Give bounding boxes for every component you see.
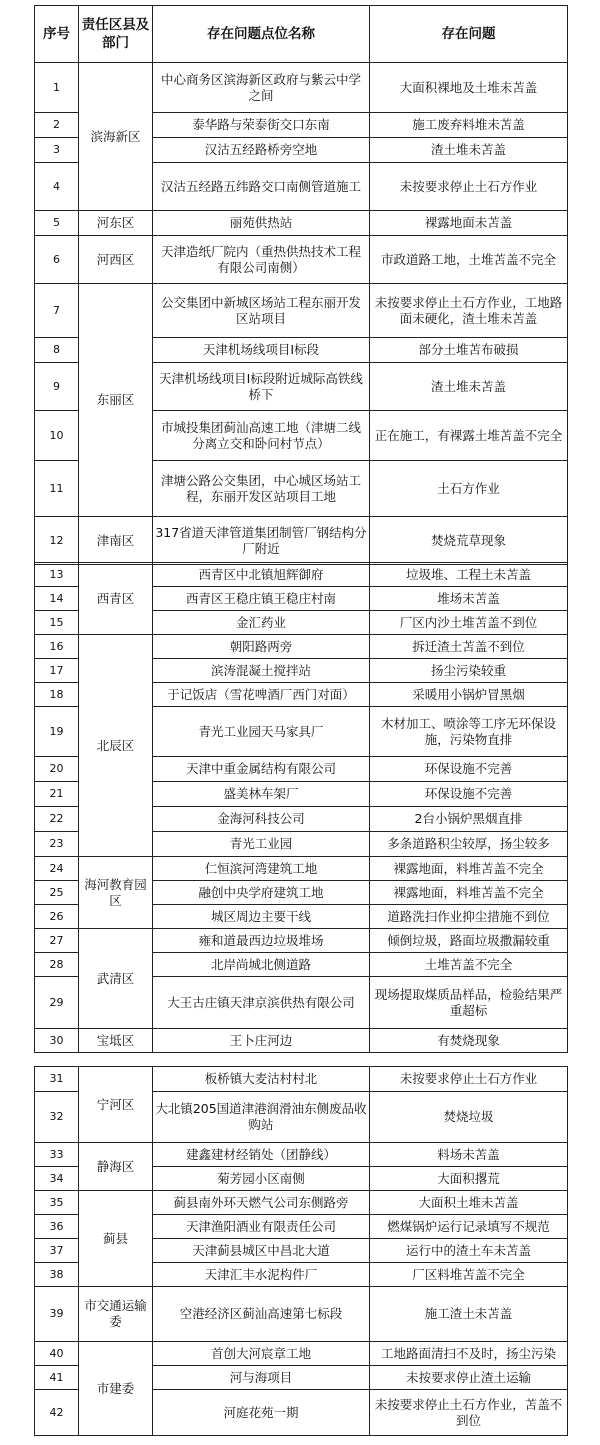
problem-cell: 厂区内沙土堆苫盖不到位 bbox=[370, 611, 568, 635]
row-no: 40 bbox=[35, 1342, 79, 1366]
row-no: 22 bbox=[35, 807, 79, 832]
row-no: 25 bbox=[35, 881, 79, 905]
row-no: 38 bbox=[35, 1263, 79, 1287]
row-no: 26 bbox=[35, 905, 79, 929]
row-no: 12 bbox=[35, 517, 79, 565]
district-cell: 宁河区 bbox=[79, 1067, 153, 1143]
location-cell: 王卜庄河边 bbox=[153, 1029, 370, 1053]
table-row bbox=[35, 63, 568, 113]
table-header-row bbox=[35, 6, 568, 63]
problem-cell: 环保设施不完善 bbox=[370, 782, 568, 807]
location-cell: 建鑫建材经销处（团静线） bbox=[153, 1143, 370, 1167]
problem-cell: 燃煤锅炉运行记录填写不规范 bbox=[370, 1215, 568, 1239]
district-cell: 市交通运输委 bbox=[79, 1287, 153, 1342]
header-district: 责任区县及部门 bbox=[79, 6, 153, 63]
row-no: 36 bbox=[35, 1215, 79, 1239]
location-cell: 泰华路与荣泰街交口东南 bbox=[153, 113, 370, 138]
row-no: 18 bbox=[35, 683, 79, 707]
district-cell: 津南区 bbox=[79, 517, 153, 565]
location-cell: 于记饭店（雪花啤酒厂西门对面） bbox=[153, 683, 370, 707]
problem-cell: 焚烧垃圾 bbox=[370, 1092, 568, 1143]
district-cell: 市建委 bbox=[79, 1342, 153, 1436]
problem-cell: 大面积裸地及土堆未苫盖 bbox=[370, 63, 568, 113]
district-cell: 滨海新区 bbox=[79, 63, 153, 211]
location-cell: 融创中央学府建筑工地 bbox=[153, 881, 370, 905]
district-cell: 河东区 bbox=[79, 211, 153, 236]
location-cell: 首创大河宸章工地 bbox=[153, 1342, 370, 1366]
problem-cell: 大面积撂荒 bbox=[370, 1167, 568, 1191]
problem-cell: 裸露地面，料堆苫盖不完全 bbox=[370, 881, 568, 905]
table-row bbox=[35, 284, 568, 338]
location-cell: 北岸尚城北侧道路 bbox=[153, 953, 370, 977]
problem-cell: 渣土堆未苫盖 bbox=[370, 363, 568, 411]
row-no: 16 bbox=[35, 635, 79, 659]
row-no: 19 bbox=[35, 707, 79, 757]
row-no: 42 bbox=[35, 1390, 79, 1436]
row-no: 24 bbox=[35, 857, 79, 881]
location-cell: 河与海项目 bbox=[153, 1366, 370, 1390]
problem-cell: 未按要求停止土石方作业 bbox=[370, 163, 568, 211]
location-cell: 丽苑供热站 bbox=[153, 211, 370, 236]
row-no: 29 bbox=[35, 977, 79, 1029]
problem-cell: 扬尘污染较重 bbox=[370, 659, 568, 683]
row-no: 41 bbox=[35, 1366, 79, 1390]
location-cell: 仁恒滨河湾建筑工地 bbox=[153, 857, 370, 881]
row-no: 3 bbox=[35, 138, 79, 163]
table-row bbox=[35, 1029, 568, 1053]
location-cell: 滨涛混凝土搅拌站 bbox=[153, 659, 370, 683]
issues-table-part-3 bbox=[34, 1066, 568, 1436]
row-no: 28 bbox=[35, 953, 79, 977]
problem-cell: 施工渣土未苫盖 bbox=[370, 1287, 568, 1342]
problem-cell: 2台小锅炉黑烟直排 bbox=[370, 807, 568, 832]
problem-cell: 拆迁渣土苫盖不到位 bbox=[370, 635, 568, 659]
problem-cell: 现场提取煤质品样品，检验结果严重超标 bbox=[370, 977, 568, 1029]
problem-cell: 焚烧荒草现象 bbox=[370, 517, 568, 565]
problem-cell: 未按要求停止土石方作业，工地路面未硬化，渣土堆未苫盖 bbox=[370, 284, 568, 338]
problem-cell: 裸露地面未苫盖 bbox=[370, 211, 568, 236]
row-no: 15 bbox=[35, 611, 79, 635]
location-cell: 空港经济区蓟汕高速第七标段 bbox=[153, 1287, 370, 1342]
row-no: 39 bbox=[35, 1287, 79, 1342]
location-cell: 板桥镇大麦沽村村北 bbox=[153, 1067, 370, 1092]
location-cell: 天津中重金属结构有限公司 bbox=[153, 757, 370, 782]
table-row bbox=[35, 635, 568, 659]
district-cell: 东丽区 bbox=[79, 284, 153, 517]
table-row bbox=[35, 517, 568, 565]
problem-cell: 土石方作业 bbox=[370, 461, 568, 517]
problem-cell: 运行中的渣土车未苫盖 bbox=[370, 1239, 568, 1263]
table-row bbox=[35, 1287, 568, 1342]
district-cell: 河西区 bbox=[79, 236, 153, 284]
location-cell: 西青区王稳庄镇王稳庄村南 bbox=[153, 587, 370, 611]
district-cell: 宝坻区 bbox=[79, 1029, 153, 1053]
row-no: 37 bbox=[35, 1239, 79, 1263]
problem-cell: 有焚烧现象 bbox=[370, 1029, 568, 1053]
table-row bbox=[35, 236, 568, 284]
location-cell: 天津机场线项目Ⅰ标段 bbox=[153, 338, 370, 363]
table-row bbox=[35, 211, 568, 236]
district-cell: 西青区 bbox=[79, 563, 153, 635]
problem-cell: 未按要求停止土石方作业 bbox=[370, 1067, 568, 1092]
location-cell: 汉沽五经路五纬路交口南侧管道施工 bbox=[153, 163, 370, 211]
row-no: 10 bbox=[35, 411, 79, 461]
row-no: 4 bbox=[35, 163, 79, 211]
row-no: 9 bbox=[35, 363, 79, 411]
problem-cell: 厂区料堆苫盖不完全 bbox=[370, 1263, 568, 1287]
location-cell: 天津蓟县城区中昌北大道 bbox=[153, 1239, 370, 1263]
location-cell: 金汇药业 bbox=[153, 611, 370, 635]
location-cell: 盛美林车架厂 bbox=[153, 782, 370, 807]
table-row bbox=[35, 929, 568, 953]
problem-cell: 堆场未苫盖 bbox=[370, 587, 568, 611]
row-no: 11 bbox=[35, 461, 79, 517]
location-cell: 天津汇丰水泥构件厂 bbox=[153, 1263, 370, 1287]
table-row bbox=[35, 1191, 568, 1215]
row-no: 34 bbox=[35, 1167, 79, 1191]
problem-cell: 裸露地面，料堆苫盖不完全 bbox=[370, 857, 568, 881]
problem-cell: 道路洗扫作业抑尘措施不到位 bbox=[370, 905, 568, 929]
problem-cell: 环保设施不完善 bbox=[370, 757, 568, 782]
location-cell: 公交集团中新城区场站工程东丽开发区站项目 bbox=[153, 284, 370, 338]
row-no: 7 bbox=[35, 284, 79, 338]
problem-cell: 倾倒垃圾，路面垃圾撒漏较重 bbox=[370, 929, 568, 953]
location-cell: 西青区中北镇旭辉御府 bbox=[153, 563, 370, 587]
problem-cell: 采暖用小锅炉冒黑烟 bbox=[370, 683, 568, 707]
row-no: 21 bbox=[35, 782, 79, 807]
problem-cell: 土堆苫盖不完全 bbox=[370, 953, 568, 977]
row-no: 35 bbox=[35, 1191, 79, 1215]
row-no: 2 bbox=[35, 113, 79, 138]
location-cell: 天津机场线项目Ⅰ标段附近城际高铁线桥下 bbox=[153, 363, 370, 411]
location-cell: 市城投集团蓟汕高速工地（津塘二线分离立交和卧问村节点） bbox=[153, 411, 370, 461]
district-cell: 蓟县 bbox=[79, 1191, 153, 1287]
header-problem: 存在问题 bbox=[370, 6, 568, 63]
location-cell: 城区周边主要干线 bbox=[153, 905, 370, 929]
problem-cell: 市政道路工地，土堆苫盖不完全 bbox=[370, 236, 568, 284]
location-cell: 317省道天津管道集团制管厂钢结构分厂附近 bbox=[153, 517, 370, 565]
problem-cell: 工地路面清扫不及时，扬尘污染 bbox=[370, 1342, 568, 1366]
problem-cell: 部分土堆苫布破损 bbox=[370, 338, 568, 363]
location-cell: 大王古庄镇天津京滨供热有限公司 bbox=[153, 977, 370, 1029]
issues-table-part-2 bbox=[34, 562, 568, 1053]
row-no: 5 bbox=[35, 211, 79, 236]
location-cell: 天津造纸厂院内（重热供热技术工程有限公司南侧） bbox=[153, 236, 370, 284]
district-cell: 海河教育园区 bbox=[79, 857, 153, 929]
location-cell: 天津渔阳酒业有限责任公司 bbox=[153, 1215, 370, 1239]
header-location: 存在问题点位名称 bbox=[153, 6, 370, 63]
problem-cell: 垃圾堆、工程土未苫盖 bbox=[370, 563, 568, 587]
table-row bbox=[35, 1067, 568, 1092]
location-cell: 菊芳园小区南侧 bbox=[153, 1167, 370, 1191]
problem-cell: 未按要求停止土石方作业，苫盖不到位 bbox=[370, 1390, 568, 1436]
location-cell: 河庭花苑一期 bbox=[153, 1390, 370, 1436]
issues-table-part-1 bbox=[34, 5, 568, 565]
problem-cell: 多条道路积尘较厚，扬尘较多 bbox=[370, 832, 568, 857]
table-row bbox=[35, 563, 568, 587]
location-cell: 青光工业园 bbox=[153, 832, 370, 857]
row-no: 17 bbox=[35, 659, 79, 683]
table-row bbox=[35, 1342, 568, 1366]
district-cell: 武清区 bbox=[79, 929, 153, 1029]
row-no: 8 bbox=[35, 338, 79, 363]
row-no: 31 bbox=[35, 1067, 79, 1092]
problem-cell: 大面积土堆未苫盖 bbox=[370, 1191, 568, 1215]
row-no: 14 bbox=[35, 587, 79, 611]
problem-cell: 料场未苫盖 bbox=[370, 1143, 568, 1167]
district-cell: 静海区 bbox=[79, 1143, 153, 1191]
problem-cell: 渣土堆未苫盖 bbox=[370, 138, 568, 163]
table-row bbox=[35, 857, 568, 881]
location-cell: 蓟县南外环天燃气公司东侧路旁 bbox=[153, 1191, 370, 1215]
row-no: 6 bbox=[35, 236, 79, 284]
problem-cell: 未按要求停止渣土运输 bbox=[370, 1366, 568, 1390]
row-no: 27 bbox=[35, 929, 79, 953]
problem-cell: 木材加工、喷涂等工序无环保设施，污染物直排 bbox=[370, 707, 568, 757]
location-cell: 大北镇205国道津港润滑油东侧废品收购站 bbox=[153, 1092, 370, 1143]
row-no: 13 bbox=[35, 563, 79, 587]
location-cell: 津塘公路公交集团，中心城区场站工程，东丽开发区站项目工地 bbox=[153, 461, 370, 517]
problem-cell: 施工废弃料堆未苫盖 bbox=[370, 113, 568, 138]
row-no: 23 bbox=[35, 832, 79, 857]
location-cell: 中心商务区滨海新区政府与紫云中学之间 bbox=[153, 63, 370, 113]
location-cell: 汉沽五经路桥旁空地 bbox=[153, 138, 370, 163]
problem-cell: 正在施工，有裸露土堆苫盖不完全 bbox=[370, 411, 568, 461]
row-no: 30 bbox=[35, 1029, 79, 1053]
location-cell: 青光工业园天马家具厂 bbox=[153, 707, 370, 757]
location-cell: 朝阳路两旁 bbox=[153, 635, 370, 659]
location-cell: 金海河科技公司 bbox=[153, 807, 370, 832]
row-no: 33 bbox=[35, 1143, 79, 1167]
district-cell: 北辰区 bbox=[79, 635, 153, 857]
header-no: 序号 bbox=[35, 6, 79, 63]
location-cell: 雍和道最西边垃圾堆场 bbox=[153, 929, 370, 953]
row-no: 1 bbox=[35, 63, 79, 113]
row-no: 32 bbox=[35, 1092, 79, 1143]
row-no: 20 bbox=[35, 757, 79, 782]
table-row bbox=[35, 1143, 568, 1167]
